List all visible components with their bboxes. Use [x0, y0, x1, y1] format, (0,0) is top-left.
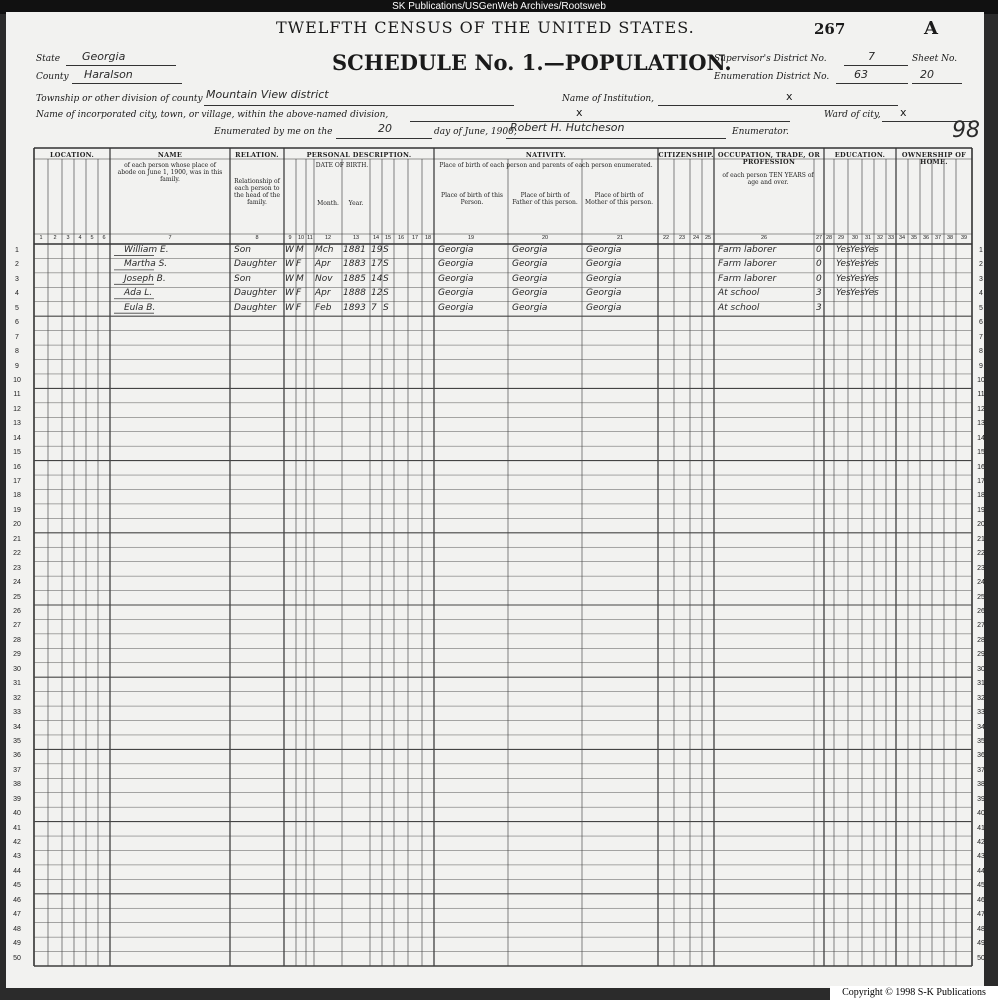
cell-sex: F: [296, 288, 302, 299]
row-number-right: 12: [977, 405, 985, 413]
row-number-left: 49: [13, 940, 21, 948]
cell-father: Georgia: [512, 273, 548, 284]
row-number-left: 3: [15, 275, 19, 283]
column-index: 31: [864, 235, 872, 241]
supervisor-value: 7: [868, 50, 875, 63]
cell-father: Georgia: [512, 259, 548, 270]
row-number-left: 33: [13, 709, 21, 717]
column-index: 39: [960, 235, 968, 241]
cell-father: Georgia: [512, 245, 548, 255]
row-number-right: 2: [979, 261, 983, 269]
cell-read: Yes: [836, 273, 851, 284]
row-number-right: 40: [977, 810, 985, 818]
row-number-right: 11: [977, 391, 985, 399]
column-index: 30: [851, 235, 859, 241]
state-value: Georgia: [82, 50, 126, 63]
col-pob-father: Place of birth of Father of this person.: [512, 192, 578, 206]
row-number-right: 49: [977, 940, 985, 948]
row-number-left: 24: [13, 579, 21, 587]
enumerator-value: Robert H. Hutcheson: [510, 121, 625, 134]
cell-relation: Daughter: [234, 302, 277, 313]
column-index: 38: [946, 235, 954, 241]
city-label: Name of incorporated city, town, or village, within the above-named division,: [36, 110, 389, 120]
column-index: 28: [825, 235, 833, 241]
population-grid: [13, 148, 985, 966]
row-number-right: 7: [979, 333, 983, 341]
sheet-label: Sheet No.: [912, 54, 958, 64]
column-index: 6: [102, 235, 106, 241]
row-number-right: 32: [977, 694, 985, 702]
row-number-left: 13: [13, 420, 21, 428]
row-number-right: 47: [977, 911, 985, 919]
col-location: LOCATION.: [49, 151, 95, 159]
row-number-right: 21: [977, 535, 985, 543]
row-number-right: 31: [977, 680, 985, 688]
township-value: Mountain View district: [206, 88, 329, 101]
row-number-left: 35: [13, 737, 21, 745]
ward-value: x: [900, 106, 907, 119]
cell-english: Yes: [864, 245, 879, 255]
row-number-left: 27: [13, 622, 21, 630]
row-number-left: 42: [13, 839, 21, 847]
cell-mother: Georgia: [586, 302, 622, 313]
row-number-right: 30: [977, 665, 985, 673]
cell-months: 0: [816, 259, 822, 270]
row-number-right: 25: [977, 593, 985, 601]
row-number-right: 28: [977, 636, 985, 644]
column-index: 32: [876, 235, 884, 241]
col-relation-desc: Relationship of each person to the head of the family.: [233, 178, 281, 206]
column-index: 34: [898, 235, 906, 241]
row-number-right: 43: [977, 853, 985, 861]
col-year: Year.: [348, 200, 364, 207]
row-number-left: 10: [13, 376, 21, 384]
cell-occupation: At school: [718, 302, 760, 313]
cell-pob: Georgia: [438, 259, 474, 270]
row-number-right: 33: [977, 709, 985, 717]
cell-color: W: [285, 245, 294, 255]
column-index: 21: [616, 235, 624, 241]
column-index: 14: [372, 235, 380, 241]
cell-mother: Georgia: [586, 245, 622, 255]
cell-age: 19: [371, 245, 383, 255]
cell-write: Yes: [850, 245, 865, 255]
cell-name: Ada L.: [124, 288, 153, 299]
cell-color: W: [285, 273, 294, 284]
row-number-right: 50: [977, 954, 985, 962]
cell-pob: Georgia: [438, 273, 474, 284]
row-number-left: 26: [13, 608, 21, 615]
row-number-left: 9: [15, 362, 19, 370]
archive-banner: SK Publications/USGenWeb Archives/Rootsweb: [0, 0, 998, 14]
column-index: 22: [662, 235, 670, 241]
column-index: 19: [467, 235, 475, 241]
enumerated-label: Enumerated by me on the: [214, 127, 333, 137]
cell-english: Yes: [864, 259, 879, 270]
cell-occupation: At school: [718, 288, 760, 299]
row-number-left: 14: [13, 434, 21, 442]
institution-value: x: [786, 90, 793, 103]
cell-month: Apr: [315, 288, 331, 299]
row-number-left: 11: [13, 391, 21, 399]
cell-write: Yes: [850, 259, 865, 270]
row-number-left: 4: [15, 290, 19, 298]
row-number-left: 32: [13, 694, 21, 702]
column-index: 24: [692, 235, 700, 241]
row-number-right: 22: [977, 550, 985, 558]
cell-year: 1881: [343, 245, 366, 255]
cell-color: W: [285, 259, 294, 270]
row-number-left: 12: [13, 405, 21, 413]
cell-marital: S: [383, 273, 389, 284]
row-number-left: 7: [15, 333, 19, 341]
row-number-left: 22: [13, 550, 21, 558]
row-number-right: 27: [977, 622, 985, 630]
row-number-left: 50: [13, 954, 21, 962]
column-index: 35: [910, 235, 918, 241]
cell-english: Yes: [864, 288, 879, 299]
row-number-right: 15: [977, 449, 985, 457]
row-number-left: 48: [13, 925, 21, 933]
institution-label: Name of Institution,: [562, 94, 655, 104]
row-number-right: 20: [977, 521, 985, 529]
census-sheet: [6, 12, 984, 988]
cell-month: Nov: [315, 273, 333, 284]
cell-pob: Georgia: [438, 302, 474, 313]
cell-write: Yes: [850, 273, 865, 284]
cell-read: Yes: [836, 259, 851, 270]
col-citizenship: CITIZENSHIP.: [658, 151, 714, 159]
cell-english: Yes: [864, 273, 879, 284]
col-education: EDUCATION.: [834, 151, 886, 159]
row-number-left: 28: [13, 636, 21, 644]
column-index: 9: [288, 235, 292, 241]
cell-year: 1883: [343, 259, 366, 270]
row-number-right: 44: [977, 867, 985, 875]
cell-month: Apr: [315, 259, 331, 270]
row-number-right: 23: [977, 564, 985, 572]
row-number-right: 36: [977, 752, 985, 760]
row-number-left: 47: [13, 911, 21, 919]
cell-write: Yes: [850, 288, 865, 299]
cell-age: 14: [371, 273, 383, 284]
row-number-right: 24: [977, 579, 985, 587]
column-index: 27: [815, 235, 823, 241]
col-relation: RELATION.: [235, 151, 279, 159]
row-number-right: 5: [979, 304, 983, 312]
col-occupation-desc: of each person TEN YEARS of age and over.: [722, 172, 814, 186]
cell-age: 12: [371, 288, 383, 299]
city-value: x: [576, 106, 583, 119]
cell-sex: M: [296, 273, 304, 284]
row-number-right: 17: [977, 478, 985, 486]
sheet-value: 20: [920, 68, 934, 81]
cell-mother: Georgia: [586, 273, 622, 284]
cell-name: Eula B.: [124, 302, 156, 313]
col-birth: DATE OF BIRTH.: [315, 162, 369, 169]
column-index: 23: [678, 235, 686, 241]
cell-father: Georgia: [512, 302, 548, 313]
row-number-left: 20: [13, 521, 21, 529]
day-value: 20: [378, 122, 392, 135]
column-index: 25: [704, 235, 712, 241]
cell-sex: M: [296, 245, 304, 255]
sheet-letter: A: [924, 18, 938, 39]
column-index: 11: [307, 235, 313, 241]
column-index: 5: [90, 235, 94, 241]
col-personal: PERSONAL DESCRIPTION.: [306, 151, 412, 159]
column-index: 12: [324, 235, 332, 241]
row-number-right: 26: [977, 608, 985, 615]
column-index: 16: [397, 235, 405, 241]
row-number-right: 45: [977, 882, 985, 890]
row-number-left: 17: [13, 478, 21, 486]
row-number-right: 16: [977, 463, 985, 471]
row-number-right: 35: [977, 737, 985, 745]
col-month: Month.: [317, 200, 339, 207]
row-number-left: 19: [13, 506, 21, 514]
column-index: 18: [424, 235, 432, 241]
grid-lines: [34, 148, 972, 966]
cell-marital: S: [383, 302, 389, 313]
column-index: 29: [837, 235, 845, 241]
cell-name: Joseph B.: [124, 273, 166, 284]
page-number: 267: [814, 20, 846, 38]
schedule-title: SCHEDULE No. 1.—POPULATION.: [332, 50, 732, 75]
row-number-left: 18: [13, 492, 21, 500]
cell-relation: Son: [234, 245, 251, 255]
column-index: 1: [39, 235, 43, 241]
row-number-right: 41: [977, 824, 985, 832]
township-label: Township or other division of county: [36, 94, 203, 104]
row-number-left: 5: [15, 304, 19, 312]
column-index: 36: [922, 235, 930, 241]
cell-sex: F: [296, 259, 302, 270]
cell-name: Martha S.: [124, 259, 168, 270]
cell-year: 1888: [343, 288, 366, 299]
row-number-right: 42: [977, 839, 985, 847]
row-number-left: 25: [13, 593, 21, 601]
census-title: TWELFTH CENSUS OF THE UNITED STATES.: [276, 18, 695, 37]
cell-occupation: Farm laborer: [718, 259, 777, 270]
row-number-right: 38: [977, 781, 985, 789]
cell-relation: Son: [234, 273, 251, 284]
row-number-right: 48: [977, 925, 985, 933]
row-number-left: 29: [13, 651, 21, 659]
cell-mother: Georgia: [586, 288, 622, 299]
row-number-left: 37: [13, 766, 21, 774]
col-pob-person: Place of birth of this Person.: [441, 192, 503, 206]
row-number-right: 37: [977, 766, 985, 774]
margin-note: 98: [952, 118, 980, 143]
day-label: day of June, 1900,: [434, 127, 517, 137]
cell-month: Feb: [315, 302, 332, 313]
cell-name: William E.: [124, 245, 169, 255]
row-number-left: 8: [15, 348, 19, 356]
cell-year: 1893: [343, 302, 366, 313]
col-name: NAME: [157, 151, 183, 159]
row-number-left: 30: [13, 665, 21, 673]
enumeration-value: 63: [854, 68, 868, 81]
column-index: 13: [352, 235, 360, 241]
state-label: State: [36, 54, 61, 64]
row-number-left: 23: [13, 564, 21, 572]
ward-label: Ward of city,: [824, 110, 881, 120]
column-index: 3: [66, 235, 70, 241]
county-label: County: [36, 72, 69, 82]
cell-months: 0: [816, 273, 822, 284]
copyright-notice: Copyright © 1998 S-K Publications: [830, 986, 998, 1000]
row-number-right: 3: [979, 275, 983, 283]
cell-occupation: Farm laborer: [718, 245, 777, 255]
row-number-left: 44: [13, 867, 21, 875]
row-number-right: 1: [979, 247, 983, 254]
cell-pob: Georgia: [438, 245, 474, 255]
row-number-left: 40: [13, 810, 21, 818]
row-number-left: 21: [13, 535, 21, 543]
cell-year: 1885: [343, 273, 366, 284]
column-index: 10: [297, 235, 305, 241]
row-number-right: 29: [977, 651, 985, 659]
cell-marital: S: [383, 245, 389, 255]
cell-color: W: [285, 302, 294, 313]
column-index: 15: [384, 235, 392, 241]
column-index: 8: [255, 235, 259, 241]
col-nativity-desc: Place of birth of each person and parents of each person enumerated.: [439, 162, 653, 169]
col-pob-mother: Place of birth of Mother of this person.: [584, 192, 653, 206]
cell-months: 0: [816, 245, 822, 255]
row-number-right: 8: [979, 348, 983, 356]
column-index: 37: [934, 235, 942, 241]
column-index: 17: [411, 235, 419, 241]
col-occupation: OCCUPATION, TRADE, OR PROFESSION: [717, 151, 821, 166]
col-name-desc: of each person whose place of abode on June 1, 1900, was in this family.: [117, 162, 223, 183]
row-number-left: 39: [13, 795, 21, 803]
row-number-right: 34: [977, 723, 985, 731]
row-number-left: 46: [13, 896, 21, 904]
row-number-right: 4: [979, 290, 983, 298]
supervisor-label: Supervisor's District No.: [714, 54, 827, 64]
cell-mother: Georgia: [586, 259, 622, 270]
column-index: 26: [760, 235, 768, 241]
cell-pob: Georgia: [438, 288, 474, 299]
row-number-left: 38: [13, 781, 21, 789]
cell-months: 3: [816, 288, 822, 299]
row-number-left: 34: [13, 723, 21, 731]
row-number-left: 15: [13, 449, 21, 457]
column-index: 4: [78, 235, 82, 241]
col-ownership: OWNERSHIP OF HOME.: [901, 151, 967, 166]
row-number-right: 19: [977, 506, 985, 514]
row-number-left: 6: [15, 319, 19, 327]
cell-age: 7: [371, 302, 377, 313]
cell-months: 3: [816, 302, 822, 313]
enumeration-label: Enumeration District No.: [714, 72, 830, 82]
cell-relation: Daughter: [234, 288, 277, 299]
row-number-right: 14: [977, 434, 985, 442]
cell-color: W: [285, 288, 294, 299]
row-number-left: 2: [15, 261, 19, 269]
row-number-right: 39: [977, 795, 985, 803]
col-nativity: NATIVITY.: [525, 151, 567, 159]
cell-relation: Daughter: [234, 259, 277, 270]
cell-read: Yes: [836, 288, 851, 299]
row-number-left: 41: [13, 824, 21, 832]
row-number-right: 6: [979, 319, 983, 327]
enumerator-label: Enumerator.: [732, 127, 789, 137]
row-number-left: 45: [13, 882, 21, 890]
row-number-left: 1: [15, 247, 19, 254]
cell-sex: F: [296, 302, 302, 313]
row-number-left: 36: [13, 752, 21, 760]
cell-father: Georgia: [512, 288, 548, 299]
row-number-right: 18: [977, 492, 985, 500]
row-number-left: 16: [13, 463, 21, 471]
column-index: 33: [887, 235, 895, 241]
row-number-left: 31: [13, 680, 21, 688]
cell-read: Yes: [836, 245, 851, 255]
cell-month: Mch: [315, 245, 334, 255]
row-number-right: 13: [977, 420, 985, 428]
cell-marital: S: [383, 288, 389, 299]
row-number-left: 43: [13, 853, 21, 861]
county-value: Haralson: [84, 68, 133, 81]
column-index: 7: [168, 235, 172, 241]
row-number-right: 9: [979, 362, 983, 370]
row-number-right: 10: [977, 376, 985, 384]
cell-occupation: Farm laborer: [718, 273, 777, 284]
row-number-right: 46: [977, 896, 985, 904]
column-index: 2: [53, 235, 57, 241]
column-index: 20: [541, 235, 549, 241]
cell-age: 17: [371, 259, 383, 270]
cell-marital: S: [383, 259, 389, 270]
